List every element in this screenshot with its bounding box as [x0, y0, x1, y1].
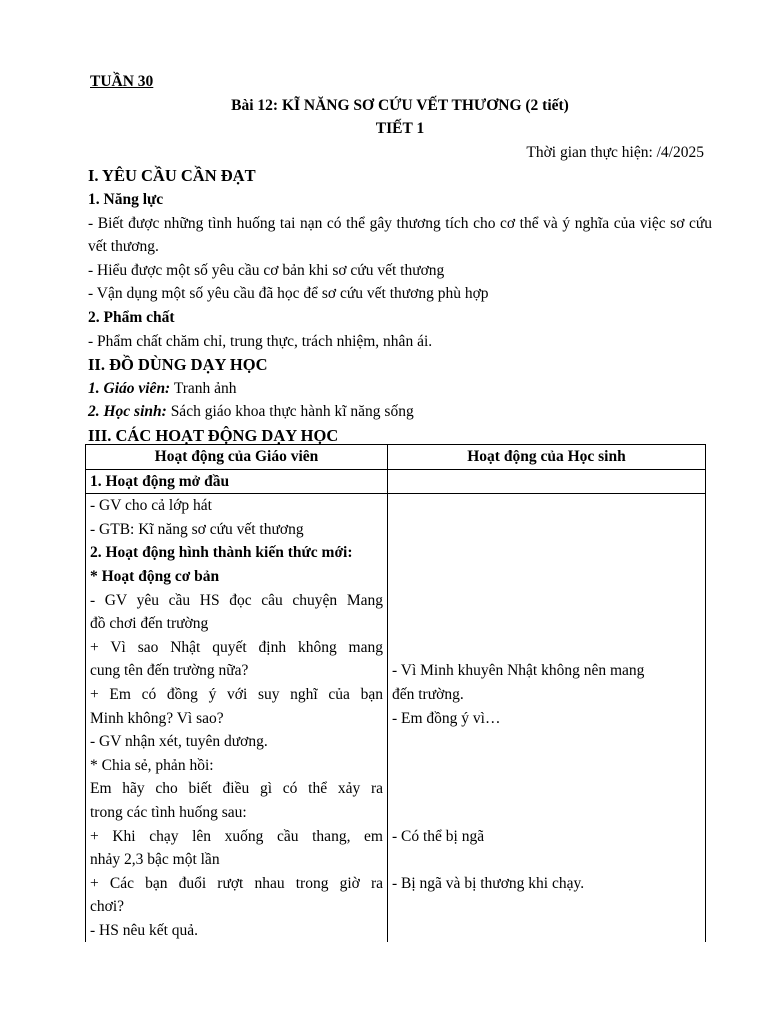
section1-sub1: 1. Năng lực [88, 190, 164, 208]
gv-line: - GV nhận xét, tuyên dương. [90, 733, 268, 751]
gv-line: nhảy 2,3 bậc một lần [90, 851, 220, 869]
period-title: TIẾT 1 [375, 120, 425, 138]
gv-line: - GTB: Kĩ năng sơ cứu vết thương [90, 520, 304, 538]
gv-line: + Các bạn đuổi rượt nhau trong giờ ra [90, 874, 383, 892]
section1-sub2: 2. Phẩm chất [88, 308, 175, 326]
gv-line: Minh không? Vì sao? [90, 709, 224, 727]
gv-line: - GV cho cả lớp hát [90, 497, 212, 515]
gv-line: trong các tình huống sau: [90, 803, 247, 821]
section1-item-3: - Vận dụng một số yêu cầu đã học để sơ cứu vết thương phù hợp [88, 285, 489, 303]
col-teacher-header: Hoạt động của Giáo viên [86, 445, 388, 470]
activity2-title: 2. Hoạt động hình thành kiến thức mới: [90, 544, 353, 562]
section1-item-2: - Hiểu được một số yêu cầu cơ bản khi sơ cứu vết thương [88, 261, 445, 279]
time-line: Thời gian thực hiện: /4/2025 [526, 143, 704, 161]
student-label: 2. Học sinh: [88, 403, 167, 421]
section3-title: III. CÁC HOẠT ĐỘNG DẠY HỌC [88, 425, 339, 445]
section1-title: I. YÊU CẦU CẦN ĐẠT [88, 166, 256, 186]
hs-line: đến trường. [392, 685, 464, 703]
hs-line: - Em đồng ý vì… [392, 709, 501, 727]
teacher-text: Tranh ảnh [170, 379, 237, 397]
gv-line: - GV yêu cầu HS đọc câu chuyện Mang [90, 591, 383, 609]
activity1-title: 1. Hoạt động mở đầu [86, 469, 388, 494]
teacher-cell [86, 494, 388, 943]
hs-line: - Có thể bị ngã [392, 827, 485, 845]
section1-quality: - Phẩm chất chăm chỉ, trung thực, trách nhiệm, nhân ái. [88, 332, 433, 350]
student-cell [388, 494, 706, 943]
week-label: TUẦN 30 [90, 73, 154, 90]
col-student-header: Hoạt động của Học sinh [388, 445, 706, 470]
student-text: Sách giáo khoa thực hành kĩ năng sống [166, 403, 414, 421]
hs-line: - Vì Minh khuyên Nhật không nên mang [392, 662, 645, 680]
section2-teacher [88, 377, 712, 401]
teacher-label: 1. Giáo viên: [88, 379, 171, 397]
gv-line: + Vì sao Nhật quyết định không mang [90, 638, 383, 656]
gv-line: + Em có đồng ý với suy nghĩ của bạn [90, 685, 383, 703]
section2-title: II. ĐỒ DÙNG DẠY HỌC [88, 355, 268, 375]
gv-line: đồ chơi đến trường [90, 615, 209, 633]
gv-line: + Khi chạy lên xuống cầu thang, em [90, 827, 383, 845]
document-page [88, 70, 712, 448]
hs-line: - Bị ngã và bị thương khi chạy. [392, 874, 585, 892]
lesson-title: Bài 12: KĨ NĂNG SƠ CỨU VẾT THƯƠNG (2 tiết) [231, 96, 569, 114]
gv-line: * Chia sẻ, phản hồi: [90, 756, 214, 774]
gv-line: Em hãy cho biết điều gì có thể xảy ra [90, 780, 383, 798]
activity1-student-cell [388, 469, 706, 494]
basic-activity-title: * Hoạt động cơ bản [90, 567, 220, 585]
section1-item-1: - Biết được những tình huống tai nạn có thể gây thương tích cho cơ thể và ý nghĩa của việc sơ cứu vết thương. [88, 214, 712, 256]
gv-line: cung tên đến trường nữa? [90, 662, 249, 680]
activities-table [85, 444, 706, 942]
gv-line: chơi? [90, 898, 125, 916]
gv-line: - HS nêu kết quả. [90, 921, 199, 939]
section2-student [88, 400, 712, 424]
